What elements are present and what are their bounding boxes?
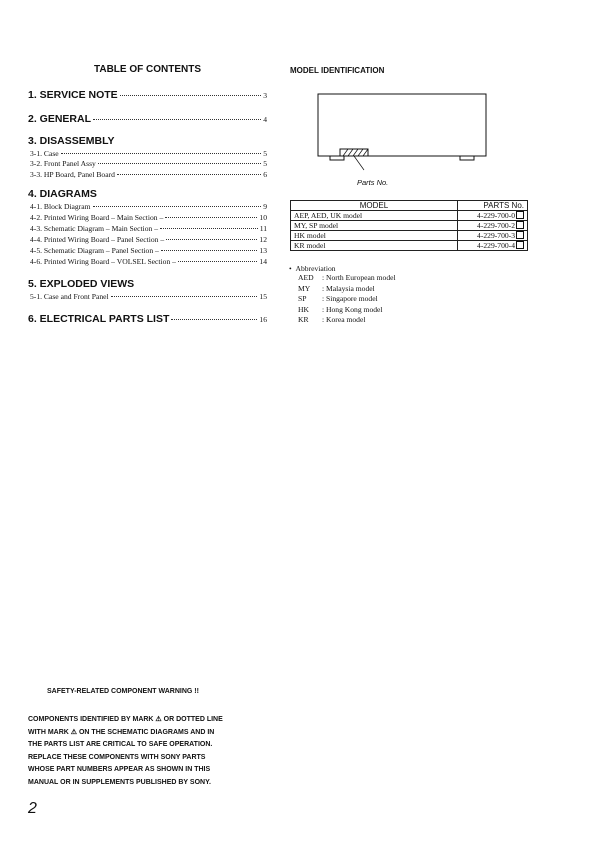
abbr-code: SP [298,294,307,303]
entry-page: 11 [259,224,267,233]
entry-page: 14 [259,257,267,266]
entry-label: 4-4. Printed Wiring Board – Panel Section – [30,235,165,244]
table-row [291,231,528,241]
section-heading: 2. GENERAL [28,113,92,125]
parts-cell: 4-229-700-3 [458,231,528,241]
parts-no-caption: Parts No. [357,178,389,187]
section-page: 16 [259,315,267,324]
toc-section-general[interactable] [28,113,267,125]
abbreviation-item [298,294,396,305]
toc-entry[interactable] [30,224,267,233]
leader-dots [93,206,262,207]
warning-line: COMPONENTS IDENTIFIED BY MARK ⚠ OR DOTTED LINE [28,716,223,723]
toc-entry[interactable] [30,170,267,179]
entry-page: 6 [263,170,267,179]
parts-cell: 4-229-700-0 [458,211,528,221]
page-number: 2 [28,800,37,817]
entry-label: 4-2. Printed Wiring Board – Main Section – [30,213,164,222]
entry-label: 4-1. Block Diagram [30,202,91,211]
abbr-code: MY [298,283,311,293]
toc-section-electrical-parts-list[interactable] [28,313,267,325]
entry-page: 10 [259,213,267,222]
leader-dots [178,261,257,262]
model-cell: HK model [291,231,458,241]
abbr-desc: : North European model [322,273,396,282]
table-header-row [291,201,528,211]
model-cell: KR model [291,241,458,251]
left-foot [330,156,344,160]
table-row [291,211,528,221]
safety-warning-text [28,714,258,789]
parts-cell: 4-229-700-2 [458,221,528,231]
checkbox-square-icon [516,241,524,249]
model-cell: MY, SP model [291,221,458,231]
toc-entry[interactable] [30,213,267,222]
toc-section-exploded-views[interactable]: 5. EXPLODED VIEWS [28,278,135,290]
entry-label: 4-5. Schematic Diagram – Panel Section – [30,246,159,255]
entry-page: 12 [259,235,267,244]
unit-outline [318,94,486,156]
entry-label: 3-1. Case [30,149,59,158]
abbr-code: KR [298,315,309,324]
safety-warning-title: SAFETY-RELATED COMPONENT WARNING !! [47,688,199,695]
leader-dots [161,250,258,251]
warning-line: REPLACE THESE COMPONENTS WITH SONY PARTS [28,753,206,761]
warning-line: MANUAL OR IN SUPPLEMENTS PUBLISHED BY SONY. [28,778,211,786]
section-heading: 6. ELECTRICAL PARTS LIST [28,313,170,325]
leader-dots [171,319,257,320]
leader-dots [98,163,261,164]
toc-title: TABLE OF CONTENTS [94,64,202,75]
entry-page: 13 [259,246,267,255]
checkbox-square-icon [516,231,524,239]
toc-entry[interactable] [30,292,267,301]
abbr-code: AED [298,273,314,282]
parts-cell: 4-229-700-4 [458,241,528,251]
model-header: MODEL [291,201,458,211]
model-identification-title: MODEL IDENTIFICATION [290,66,385,75]
bullet-icon: • [289,264,292,273]
leader-dots [120,95,262,96]
right-foot [460,156,474,160]
rear-panel-figure [312,90,492,172]
toc-section-service-note[interactable] [28,89,267,101]
checkbox-square-icon [516,211,524,219]
warning-line: WITH MARK ⚠ ON THE SCHEMATIC DIAGRAMS AND IN [28,728,215,736]
abbreviation-title-row [289,264,396,273]
entry-page: 15 [259,292,267,301]
abbreviation-item [298,315,396,326]
leader-dots [160,228,258,229]
abbreviation-block [289,264,396,326]
toc-entry[interactable] [30,149,267,158]
toc-entry[interactable] [30,257,267,266]
toc-entry[interactable] [30,235,267,244]
warning-line: THE PARTS LIST ARE CRITICAL TO SAFE OPERATION. [28,741,213,748]
warning-line: WHOSE PART NUMBERS APPEAR AS SHOWN IN THIS [28,766,211,773]
abbr-desc: : Hong Kong model [322,304,383,314]
model-table [290,200,528,251]
leader-line [354,156,364,170]
leader-dots [111,296,258,297]
entry-page: 5 [263,149,267,158]
toc-entry[interactable] [30,202,267,211]
section-heading: 1. SERVICE NOTE [28,89,118,101]
leader-dots [165,217,257,218]
abbreviation-item [298,273,396,284]
section-page: 4 [263,115,267,124]
leader-dots [166,239,257,240]
leader-dots [61,153,262,154]
entry-page: 5 [263,159,267,168]
table-row [291,221,528,231]
entry-label: 4-6. Printed Wiring Board – VOLSEL Section – [30,257,176,266]
abbr-desc: : Singapore model [322,294,378,303]
abbr-desc: : Korea model [322,315,366,324]
abbreviation-title: Abbreviation [295,264,336,273]
table-row [291,241,528,251]
leader-dots [117,174,261,175]
entry-label: 5-1. Case and Front Panel [30,292,109,301]
abbreviation-item [298,305,396,316]
toc-section-disassembly[interactable]: 3. DISASSEMBLY [28,135,115,147]
abbr-desc: : Malaysia model [322,283,375,293]
abbreviation-item [298,284,396,295]
checkbox-square-icon [516,221,524,229]
entry-label: 3-2. Front Panel Assy [30,159,96,168]
abbr-code: HK [298,304,309,314]
entry-label: 4-3. Schematic Diagram – Main Section – [30,224,159,233]
leader-dots [93,119,261,120]
toc-entry[interactable] [30,159,267,168]
model-cell: AEP, AED, UK model [291,211,458,221]
entry-label: 3-3. HP Board, Panel Board [30,170,115,179]
entry-page: 9 [263,202,267,211]
toc-section-diagrams[interactable]: 4. DIAGRAMS [28,188,97,200]
section-page: 3 [263,91,267,100]
toc-entry[interactable] [30,246,267,255]
parts-header: PARTS No. [458,201,528,211]
